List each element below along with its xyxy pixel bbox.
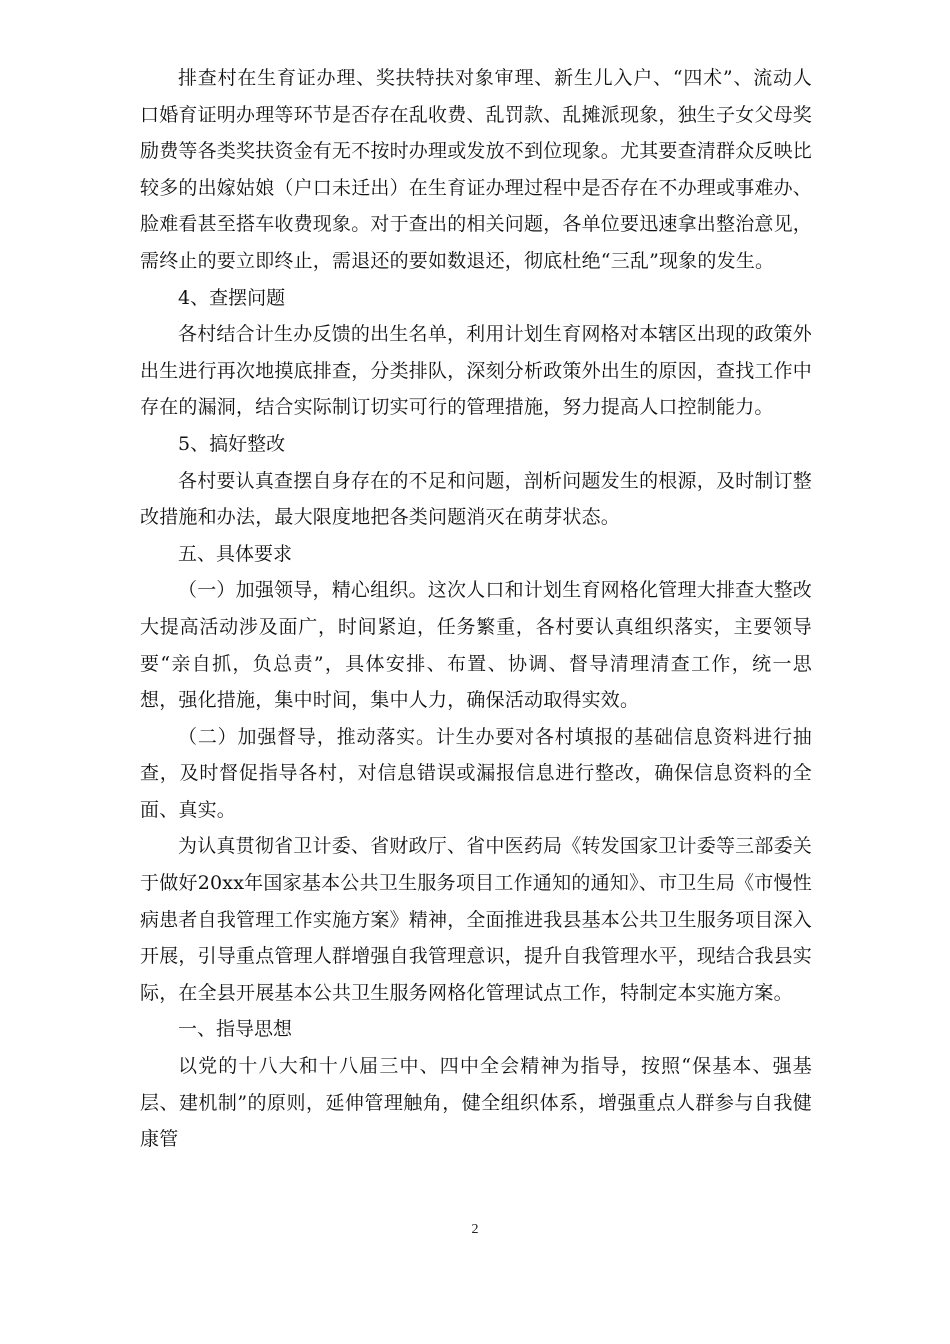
- heading-check-problems: 4、查摆问题: [178, 286, 286, 309]
- paragraph-leadership: （一）加强领导，精心组织。这次人口和计划生育网格化管理大排查大整改大提高活动涉及面广，时间紧迫，任务繁重，各村要认真组织落实，主要领导要“亲自抓，负总责”，具体安排、布置、协调、督导清理清查工作，统一思想，强化措施，集中时间，集中人力，确保活动取得实效。: [140, 579, 812, 712]
- page-number: 2: [471, 1222, 479, 1237]
- heading-rectification: 5、搞好整改: [178, 432, 286, 455]
- heading-guiding-ideology: 一、指导思想: [178, 1018, 293, 1041]
- document-body: [140, 60, 812, 1158]
- paragraph-fee-inspection: 排查村在生育证办理、奖扶特扶对象审理、新生儿入户、“四术”、流动人口婚育证明办理等环节是否存在乱收费、乱罚款、乱摊派现象，独生子女父母奖励费等各类奖扶资金有无不按时办理或发放不到位现象。尤其要查清群众反映比较多的出嫁姑娘（户口未迁出）在生育证办理过程中是否存在不办理或事难办、脸难看甚至搭车收费现象。对于查出的相关问题，各单位要迅速拿出整治意见，需终止的要立即终止，需退还的要如数退还，彻底杜绝“三乱”现象的发生。: [140, 67, 813, 272]
- paragraph-birth-list-review: 各村结合计生办反馈的出生名单，利用计划生育网格对本辖区出现的政策外出生进行再次地摸底排查，分类排队，深刻分析政策外出生的原因，查找工作中存在的漏洞，结合实际制订切实可行的管理措施，努力提高人口控制能力。: [140, 323, 813, 419]
- heading-specific-requirements: 五、具体要求: [178, 542, 293, 565]
- paragraph-guiding-ideology: 以党的十八大和十八届三中、四中全会精神为指导，按照“保基本、强基层、建机制”的原则，延伸管理触角，健全组织体系，增强重点人群参与自我健康管: [140, 1055, 812, 1151]
- paragraph-rectification: 各村要认真查摆自身存在的不足和问题，剖析问题发生的根源，及时制订整改措施和办法，最大限度地把各类问题消灭在萌芽状态。: [140, 469, 812, 529]
- paragraph-supervision: （二）加强督导，推动落实。计生办要对各村填报的基础信息资料进行抽查，及时督促指导各村，对信息错误或漏报信息进行整改，确保信息资料的全面、真实。: [140, 725, 812, 821]
- paragraph-implementation-plan: 为认真贯彻省卫计委、省财政厅、省中医药局《转发国家卫计委等三部委关于做好20xx年国家基本公共卫生服务项目工作通知的通知》、市卫生局《市慢性病患者自我管理工作实施方案》精神，全面推进我县基本公共卫生服务项目深入开展，引导重点管理人群增强自我管理意识，提升自我管理水平，现结合我县实际，在全县开展基本公共卫生服务网格化管理试点工作，特制定本实施方案。: [140, 835, 813, 1004]
